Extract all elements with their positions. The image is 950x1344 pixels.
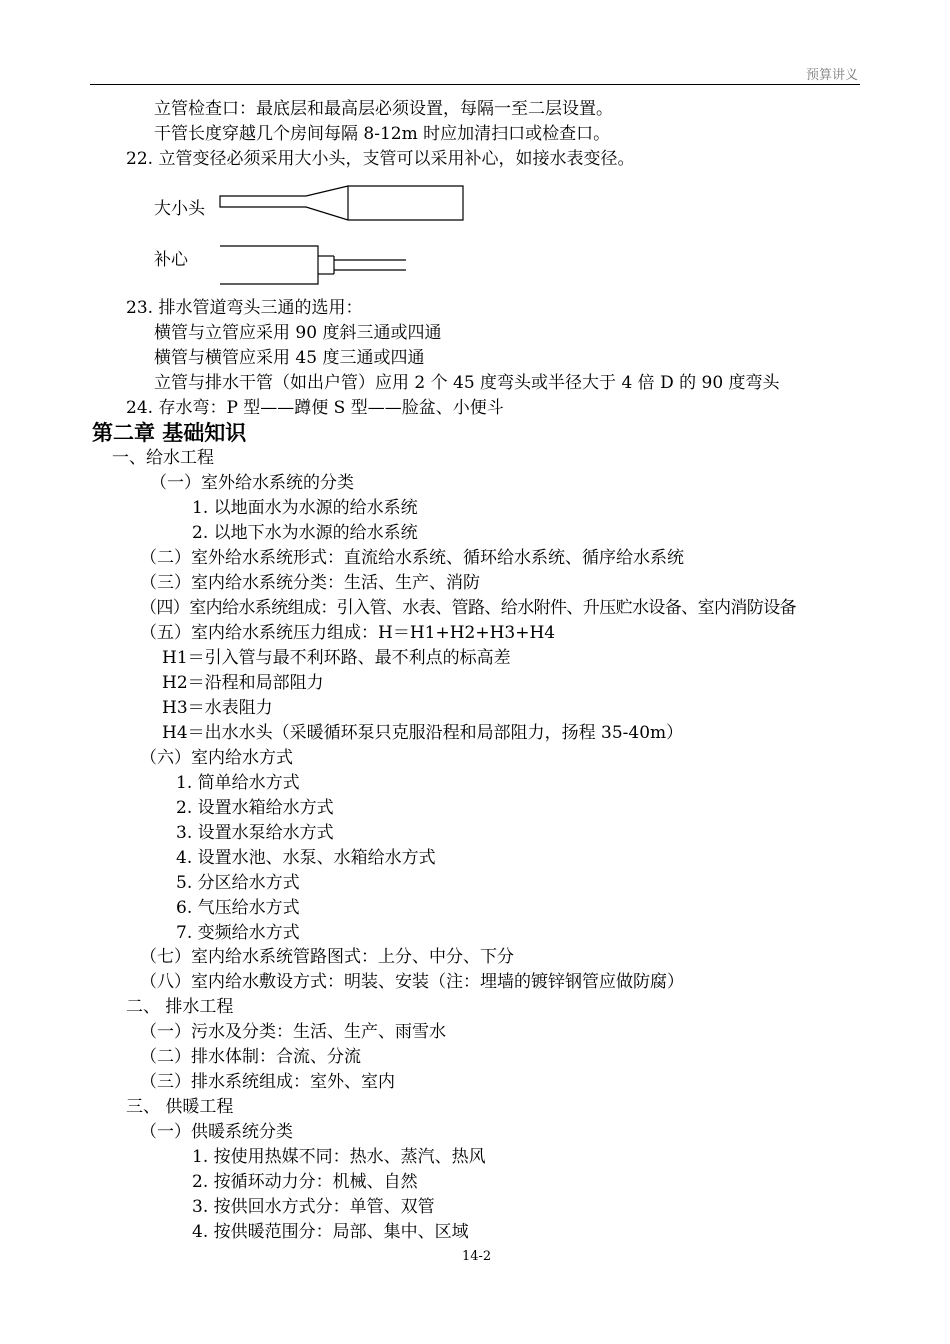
list-item: 1. 以地面水为水源的给水系统 xyxy=(192,498,418,518)
header-title: 预算讲义 xyxy=(805,68,858,83)
text-line: H4＝出水水头（采暖循环泵只克服沿程和局部阻力，扬程 35-40m） xyxy=(162,723,684,743)
subsection-heading: （一）污水及分类：生活、生产、雨雪水 xyxy=(140,1022,446,1042)
chapter-title: 第二章 基础知识 xyxy=(92,421,247,445)
subsection-heading: （一）供暖系统分类 xyxy=(140,1122,293,1142)
list-item: 2. 设置水箱给水方式 xyxy=(176,798,334,818)
subsection-heading: （二）排水体制：合流、分流 xyxy=(140,1047,361,1067)
list-item: 2. 按循环动力分：机械、自然 xyxy=(192,1172,418,1192)
bushing-label: 补心 xyxy=(154,250,188,270)
list-item: 3. 按供回水方式分：单管、双管 xyxy=(192,1197,435,1217)
list-item: 1. 按使用热媒不同：热水、蒸汽、热风 xyxy=(192,1147,486,1167)
text-line: 干管长度穿越几个房间每隔 8-12m 时应加清扫口或检查口。 xyxy=(154,124,611,144)
subsection-heading: （七）室内给水系统管路图式：上分、中分、下分 xyxy=(140,947,514,967)
subsection-heading: （五）室内给水系统压力组成：H＝H1+H2+H3+H4 xyxy=(140,623,556,643)
text-line: 横管与横管应采用 45 度三通或四通 xyxy=(154,348,425,368)
subsection-heading: （一）室外给水系统的分类 xyxy=(150,473,354,493)
list-item: 3. 设置水泵给水方式 xyxy=(176,823,334,843)
list-item: 7. 变频给水方式 xyxy=(176,923,300,943)
subsection-heading: （二）室外给水系统形式：直流给水系统、循环给水系统、循序给水系统 xyxy=(140,548,684,568)
list-item: 5. 分区给水方式 xyxy=(176,873,300,893)
text-line: 横管与立管应采用 90 度斜三通或四通 xyxy=(154,323,442,343)
list-item: 6. 气压给水方式 xyxy=(176,898,300,918)
subsection-heading: （四）室内给水系统组成：引入管、水表、管路、给水附件、升压贮水设备、室内消防设备 xyxy=(140,598,796,618)
text-line: 22. 立管变径必须采用大小头，支管可以采用补心，如接水表变径。 xyxy=(126,149,635,169)
list-item: 4. 设置水池、水泵、水箱给水方式 xyxy=(176,848,436,868)
text-line: 24. 存水弯：P 型——蹲便 S 型——脸盆、小便斗 xyxy=(126,398,504,418)
list-item: 4. 按供暖范围分：局部、集中、区域 xyxy=(192,1222,469,1242)
text-line: H2＝沿程和局部阻力 xyxy=(162,673,324,693)
section-heading: 二、 排水工程 xyxy=(126,997,234,1017)
header-rule xyxy=(90,84,860,85)
text-line: H3＝水表阻力 xyxy=(162,698,273,718)
section-heading: 三、 供暖工程 xyxy=(126,1097,234,1117)
list-item: 2. 以地下水为水源的给水系统 xyxy=(192,523,418,543)
subsection-heading: （六）室内给水方式 xyxy=(140,748,293,768)
list-item: 1. 简单给水方式 xyxy=(176,773,300,793)
text-line: 23. 排水管道弯头三通的选用： xyxy=(126,298,363,318)
bushing-diagram xyxy=(216,240,412,290)
text-line: H1＝引入管与最不利环路、最不利点的标高差 xyxy=(162,648,511,668)
subsection-heading: （八）室内给水敷设方式：明装、安装（注：埋墙的镀锌钢管应做防腐） xyxy=(140,972,684,992)
reducer-label: 大小头 xyxy=(154,199,205,219)
page-number: 14-2 xyxy=(462,1249,492,1264)
subsection-heading: （三）室内给水系统分类：生活、生产、消防 xyxy=(140,573,480,593)
section-heading: 一、给水工程 xyxy=(112,448,214,468)
text-line: 立管与排水干管（如出户管）应用 2 个 45 度弯头或半径大于 4 倍 D 的 90 度弯头 xyxy=(154,373,780,393)
reducer-diagram xyxy=(216,182,468,224)
subsection-heading: （三）排水系统组成：室外、室内 xyxy=(140,1072,395,1092)
text-line: 立管检查口：最底层和最高层必须设置，每隔一至二层设置。 xyxy=(154,99,613,119)
